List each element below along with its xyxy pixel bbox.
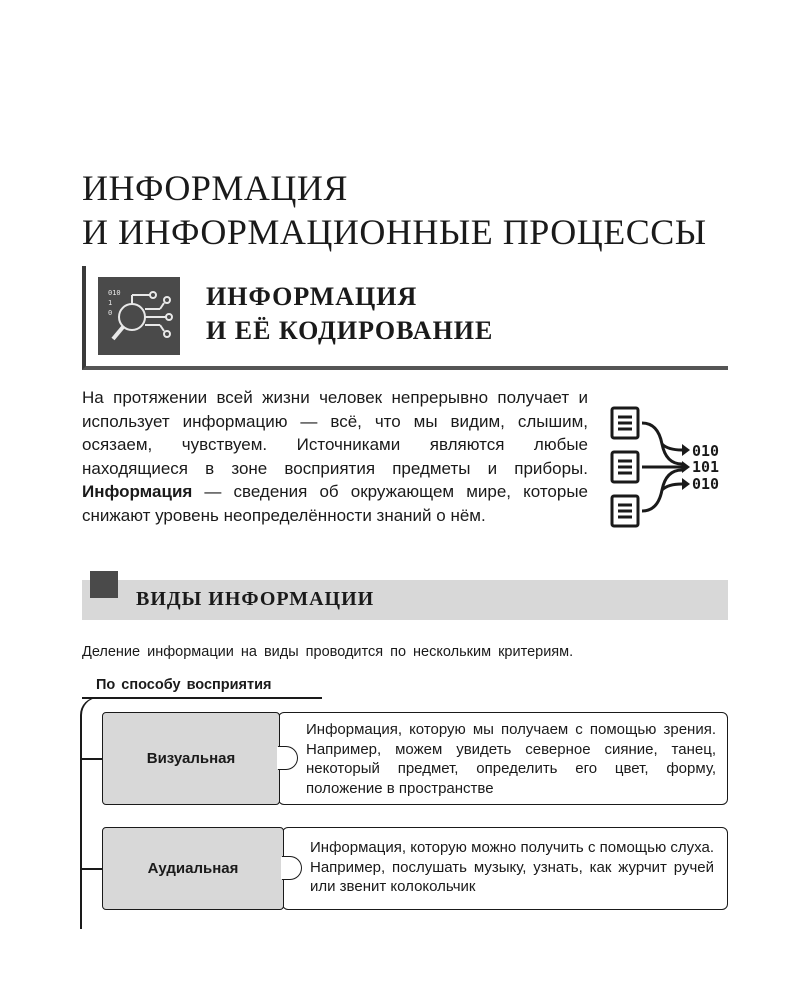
magnifier-circuit-icon (98, 277, 180, 355)
svg-text:010: 010 (108, 289, 121, 297)
subsection-marker (90, 571, 118, 598)
intro-paragraph (82, 386, 588, 528)
intro-text-after: — сведения об окружающем мире, которые снижают уровень неопределённости знаний о нём. (82, 482, 588, 525)
intro-term: Информация (82, 482, 193, 502)
svg-text:0: 0 (108, 309, 113, 317)
bracket-tick (82, 758, 102, 760)
type-box (102, 827, 284, 910)
type-box (102, 712, 280, 805)
binary-row-1: 010 (692, 442, 720, 460)
section-title (206, 280, 493, 348)
criterion-underline (82, 697, 322, 699)
section-header (82, 266, 728, 370)
documents-to-binary-icon (610, 404, 734, 530)
type-name: Визуальная (146, 750, 236, 767)
bracket-tick (82, 868, 102, 870)
intro-text-before: На протяжении всей жизни человек непрерывно получает и использует информацию — всё, что мы видим, слышим, осязаем, чувствуем. Источниками являются любые находящиеся в зоне восприятия предметы и приборы. (82, 388, 588, 478)
type-description: Информация, которую можно получить с помощью слуха. Например, послушать музыку, узнать, как журчит ручей или звенит колокольчик (310, 839, 714, 895)
binary-row-3: 010 (692, 475, 720, 493)
criterion-bracket (80, 697, 100, 929)
type-name: Аудиальная (147, 860, 239, 877)
section-title-line-2: И ЕЁ КОДИРОВАНИЕ (206, 316, 494, 345)
chapter-title-line-1: ИНФОРМАЦИЯ (82, 168, 348, 208)
subsection-title: ВИДЫ ИНФОРМАЦИИ (136, 588, 375, 610)
type-description: Информация, которую мы получаем с помощью зрения. Например, можем увидеть северное сияние, танец, некоторый предмет, определить его цвет, форму, положение в пространстве (306, 721, 716, 797)
chapter-title (82, 166, 762, 254)
binary-row-2: 101 (692, 458, 720, 476)
svg-text:1: 1 (108, 299, 113, 307)
section-title-line-1: ИНФОРМАЦИЯ (206, 282, 418, 311)
criterion-label: По способу восприятия (96, 677, 272, 693)
division-text: Деление информации на виды проводится по нескольким критериям. (82, 644, 574, 660)
chapter-title-line-2: И ИНФОРМАЦИОННЫЕ ПРОЦЕССЫ (82, 212, 707, 252)
